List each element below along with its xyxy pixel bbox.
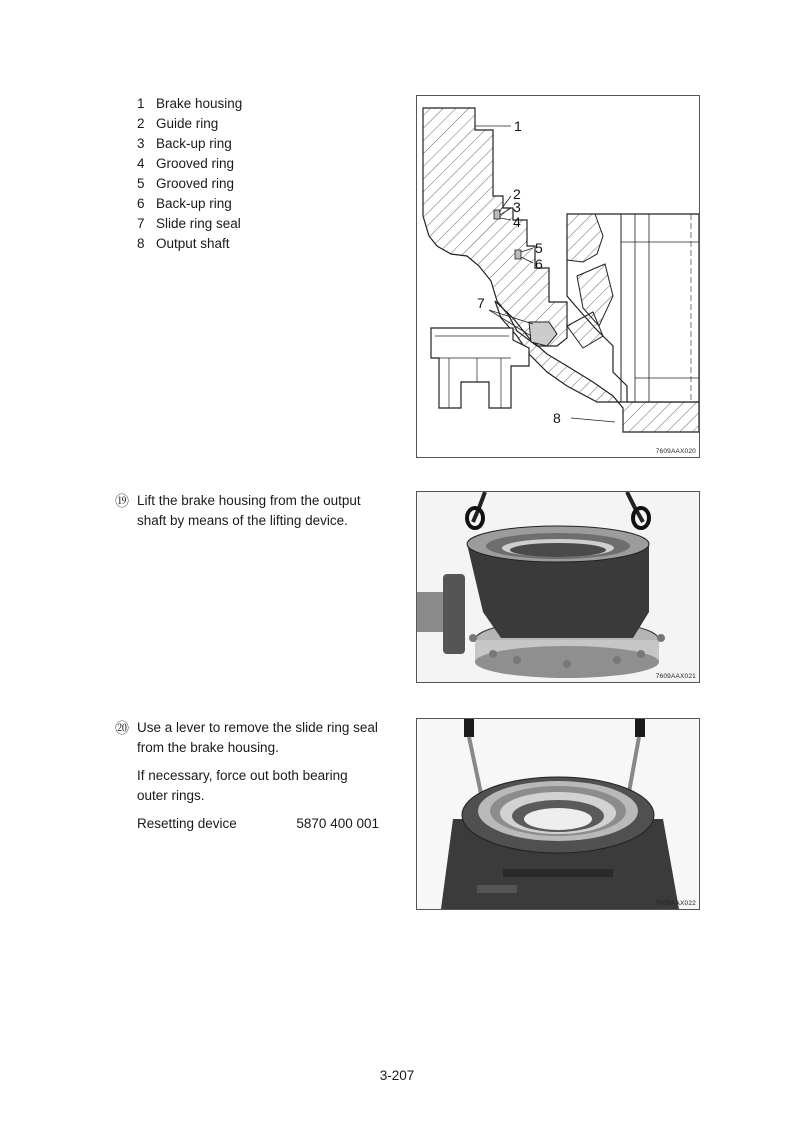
- lifting-photo: [417, 492, 699, 682]
- figure-code: 7609AAX022: [655, 900, 696, 907]
- list-item: [137, 194, 242, 214]
- callout-2: 2: [513, 186, 521, 202]
- part-number: 5: [137, 176, 145, 191]
- callout-6: 6: [535, 256, 543, 272]
- lever-photo-figure: [416, 718, 700, 910]
- list-item: [137, 214, 242, 234]
- callout-5: 5: [535, 240, 543, 256]
- step-note: If necessary, force out both bearing outer rings.: [137, 768, 348, 803]
- step-marker: ⑲: [115, 493, 129, 509]
- callout-3: 3: [513, 199, 521, 215]
- callout-8: 8: [553, 410, 561, 426]
- list-item: [137, 134, 242, 154]
- step-19: [115, 491, 379, 531]
- part-label: Slide ring seal: [156, 216, 241, 231]
- parts-list: [137, 94, 242, 254]
- lifting-photo-figure: [416, 491, 700, 683]
- step-20: [115, 718, 379, 834]
- part-number: 3: [137, 136, 145, 151]
- figure-code: 7609AAX021: [655, 673, 696, 680]
- callout-7: 7: [477, 295, 485, 311]
- callout-1: 1: [514, 118, 522, 134]
- part-number: 4: [137, 156, 145, 171]
- part-number: 6: [137, 196, 145, 211]
- tool-number: 5870 400 001: [296, 816, 379, 831]
- part-label: Output shaft: [156, 236, 230, 251]
- part-number: 7: [137, 216, 145, 231]
- page-number: 3-207: [379, 1068, 415, 1083]
- tool-name: Resetting device: [137, 816, 237, 831]
- part-label: Back-up ring: [156, 136, 232, 151]
- step-marker: ⑳: [115, 720, 129, 736]
- cross-section-drawing: [417, 96, 699, 457]
- part-label: Grooved ring: [156, 156, 235, 171]
- tool-row: [115, 814, 379, 834]
- step-text: Use a lever to remove the slide ring seal from the brake housing.: [137, 720, 378, 755]
- figure-code: 7609AAX020: [655, 448, 696, 455]
- list-item: [137, 94, 242, 114]
- cross-section-figure: [416, 95, 700, 458]
- step-text: Lift the brake housing from the output shaft by means of the lifting device.: [137, 493, 361, 528]
- part-number: 8: [137, 236, 145, 251]
- callout-4: 4: [513, 214, 521, 230]
- list-item: [137, 234, 242, 254]
- part-label: Back-up ring: [156, 196, 232, 211]
- part-label: Guide ring: [156, 116, 219, 131]
- lever-photo: [417, 719, 699, 909]
- part-label: Grooved ring: [156, 176, 235, 191]
- list-item: [137, 114, 242, 134]
- part-label: Brake housing: [156, 96, 243, 111]
- list-item: [137, 174, 242, 194]
- part-number: 1: [137, 96, 145, 111]
- list-item: [137, 154, 242, 174]
- part-number: 2: [137, 116, 145, 131]
